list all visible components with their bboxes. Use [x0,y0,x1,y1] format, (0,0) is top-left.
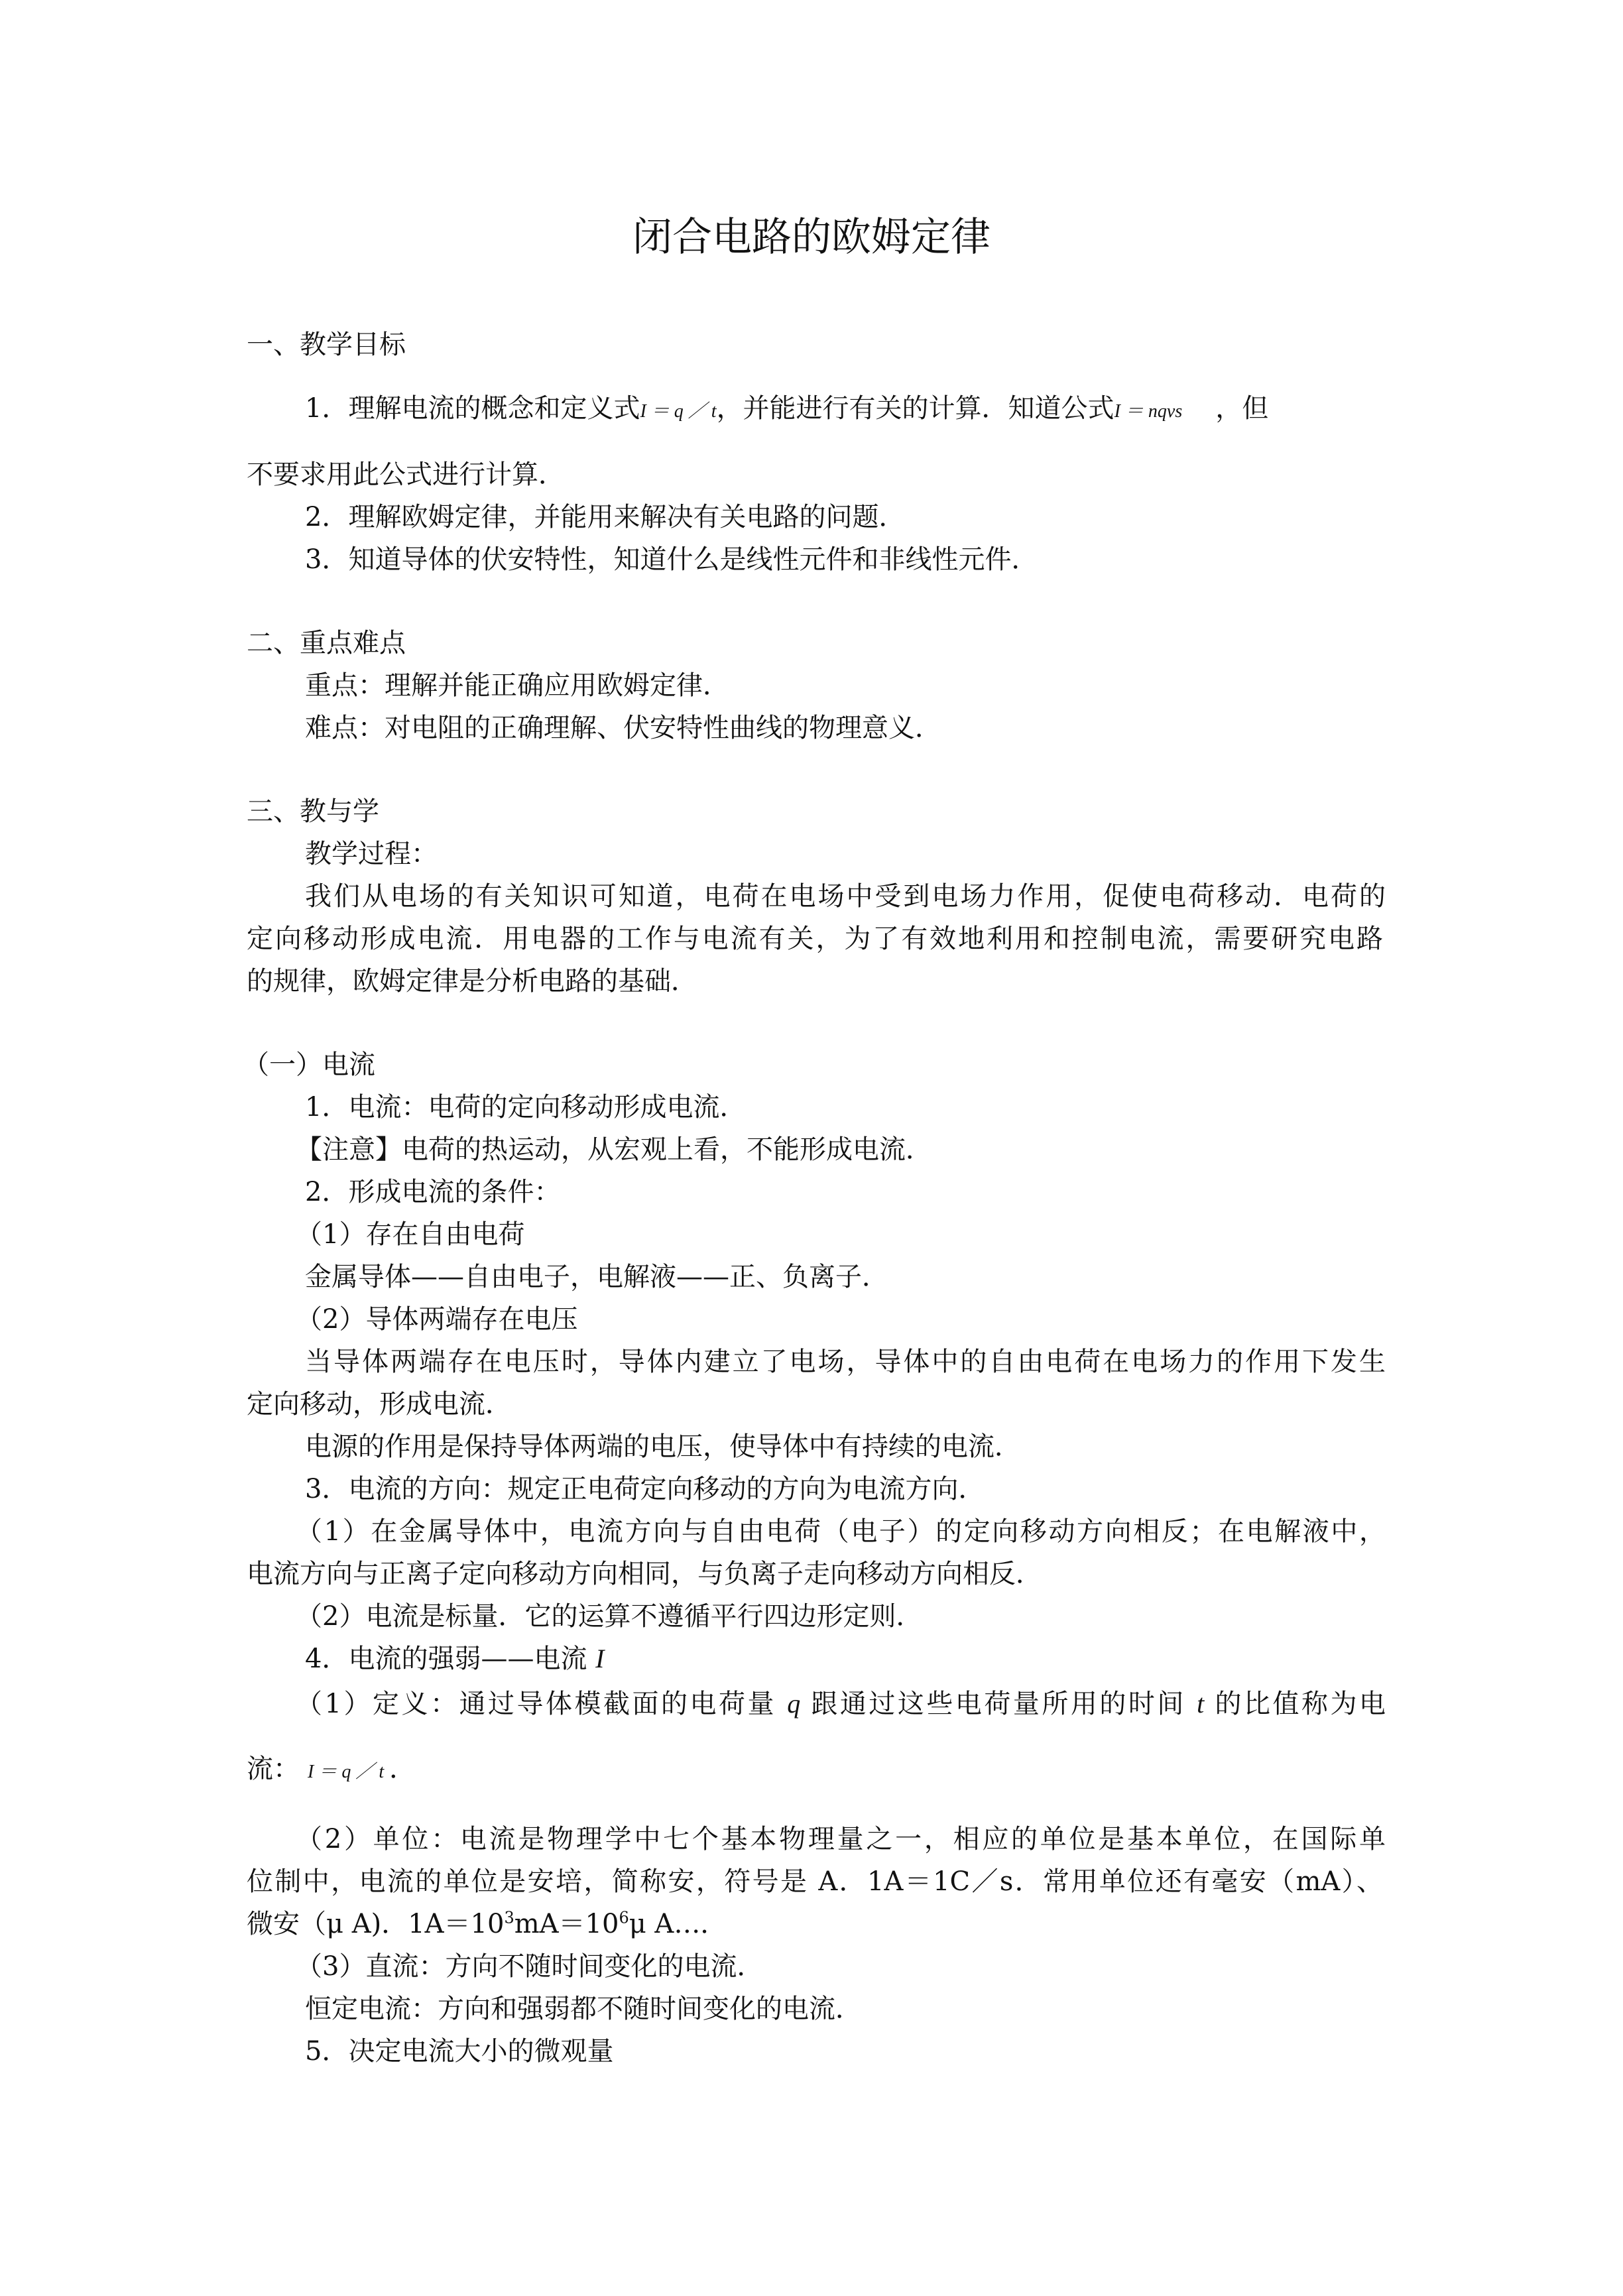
exponent-6: 6 [619,1908,629,1927]
objective-1-line-1 [305,393,1268,428]
section-heading-key-points: 二、重点难点 [247,628,406,658]
direction-detail-1-line-2: 电流方向与正离子定向移动方向相同，与负离子走向移动方向相反． [247,1559,1042,1589]
note-thermal-motion: 【注意】电荷的热运动，从宏观上看，不能形成电流． [296,1134,932,1165]
definition-line-2 [247,1753,416,1788]
unit-text-b: mA＝10 [514,1909,619,1939]
objective-1-line-2: 不要求用此公式进行计算． [247,459,565,490]
objective-2: 2．理解欧姆定律，并能用来解决有关电路的问题． [305,502,906,532]
section-heading-objectives: 一、教学目标 [247,330,406,360]
direction-detail-1-line-1: （1）在金属导体中，电流方向与自由电荷（电子）的定向移动方向相反；在电解液中， [296,1516,1386,1547]
difficult-point: 难点：对电阻的正确理解、伏安特性曲线的物理意义． [305,713,941,743]
definition-text-b: 跟通过这些电荷量所用的时间 [800,1689,1197,1719]
condition-2-detail-line-2: 定向移动，形成电流． [247,1389,512,1420]
condition-1-detail: 金属导体——自由电子，电解液——正、负离子． [305,1262,888,1292]
key-point: 重点：理解并能正确应用欧姆定律． [305,670,729,701]
power-source-role: 电源的作用是保持导体两端的电压，使导体中有持续的电流． [305,1431,1021,1462]
direction-detail-2: （2）电流是标量．它的运算不遵循平行四边形定则． [296,1601,923,1632]
page-title: 闭合电路的欧姆定律 [632,214,991,261]
steady-current-item: 恒定电流：方向和强弱都不随时间变化的电流． [305,1994,862,2024]
condition-2: （2）导体两端存在电压 [296,1304,578,1335]
subsection-heading-current: （一）电流 [243,1050,375,1080]
current-strength-item [305,1643,605,1675]
definition-text-a: （1）定义：通过导体模截面的电荷量 [296,1689,788,1719]
formula-current-definition: I ＝ q ／ t [640,401,717,422]
objective-1-text-a: 1．理解电流的概念和定义式 [305,393,640,424]
current-direction-item: 3．电流的方向：规定正电荷定向移动的方向为电流方向． [305,1474,985,1504]
condition-2-detail-line-1: 当导体两端存在电压时，导体内建立了电场，导体中的自由电荷在电场力的作用下发生 [305,1347,1386,1377]
definition-line-1 [296,1688,1386,1720]
unit-text-a: 微安（μ A)．1A＝10 [247,1909,505,1939]
current-conditions-item: 2．形成电流的条件： [305,1177,561,1207]
microscopic-quantities-item: 5．决定电流大小的微观量 [305,2036,614,2067]
intro-paragraph-line-1: 我们从电场的有关知识可知道，电荷在电场中受到电场力作用，促使电荷移动．电荷的 [305,881,1386,912]
charge-symbol: q [787,1689,801,1719]
section-heading-teaching: 三、教与学 [247,796,379,827]
teaching-process-label: 教学过程： [305,839,438,869]
current-definition-item: 1．电流：电荷的定向移动形成电流． [305,1092,747,1122]
objective-3: 3．知道导体的伏安特性，知道什么是线性元件和非线性元件． [305,544,1038,575]
definition-text-e: ． [389,1754,416,1784]
definition-text-c: 的比值称为电 [1204,1689,1386,1719]
intro-paragraph-line-2: 定向移动形成电流．用电器的工作与电流有关，为了有效地利用和控制电流，需要研究电路 [247,924,1383,954]
unit-line-3 [247,1908,727,1940]
direct-current-item: （3）直流：方向不随时间变化的电流． [296,1951,764,1982]
definition-text-d: 流： [247,1754,300,1784]
unit-line-1: （2）单位：电流是物理学中七个基本物理量之一，相应的单位是基本单位，在国际单 [296,1824,1386,1854]
unit-line-2: 位制中，电流的单位是安培，简称安，符号是 A．1A＝1C／s．常用单位还有毫安（mA）、 [247,1866,1383,1897]
exponent-3: 3 [504,1908,514,1927]
objective-1-text-c: ，但 [1215,393,1269,424]
current-symbol: I [595,1644,605,1673]
objective-1-text-b: ，并能进行有关的计算．知道公式 [716,393,1114,424]
formula-current-microscopic: I ＝ nqvs [1114,401,1183,422]
time-symbol: t [1197,1689,1205,1719]
unit-text-c: μ A…． [629,1909,727,1939]
intro-paragraph-line-3: 的规律，欧姆定律是分析电路的基础． [247,966,697,997]
condition-1: （1）存在自由电荷 [296,1219,525,1250]
formula-current-definition-2: I ＝ q ／ t [308,1762,385,1782]
current-strength-text: 4．电流的强弱——电流 [305,1644,596,1674]
